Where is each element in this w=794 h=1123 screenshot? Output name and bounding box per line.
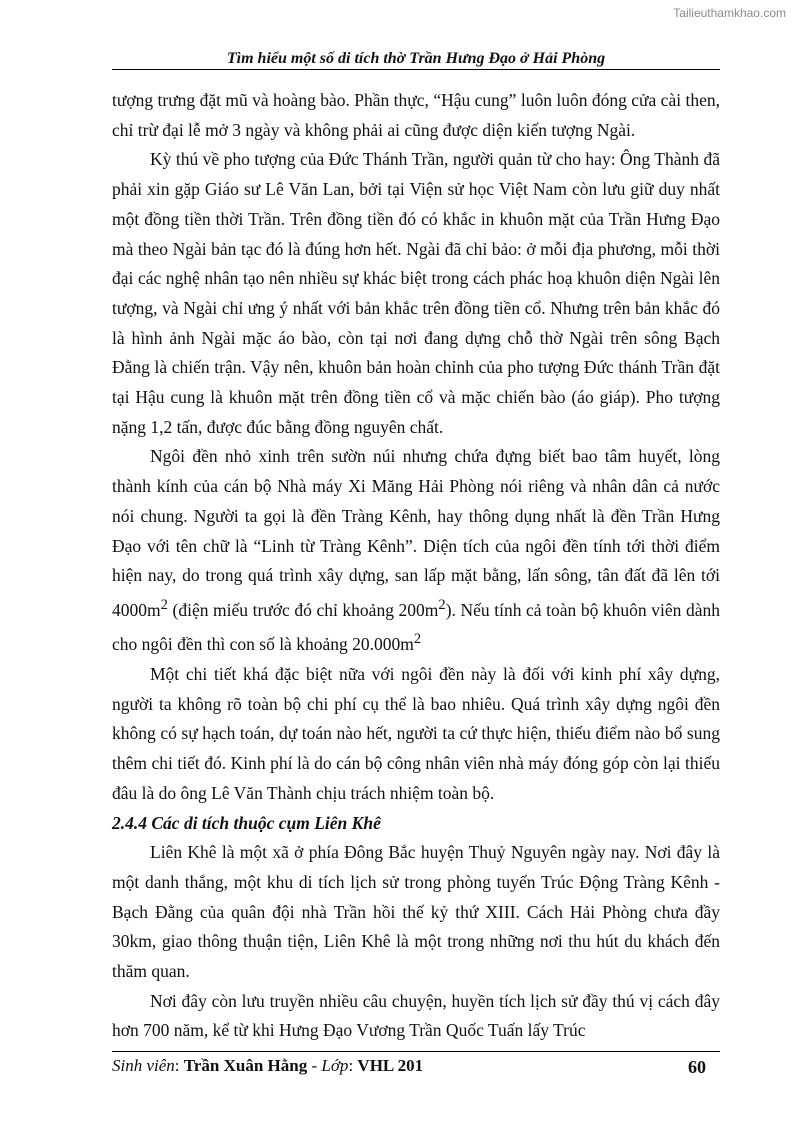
colon: : xyxy=(348,1056,358,1075)
colon: : xyxy=(174,1056,184,1075)
superscript-1: 2 xyxy=(160,596,168,613)
superscript-3: 2 xyxy=(413,631,422,648)
paragraph-1: tượng trưng đặt mũ và hoàng bào. Phần thực, “Hậu cung” luôn luôn đóng cửa cài then, chỉ trừ đại lễ mở 3 ngày và không phải ai cũng được diện kiến tượng Ngài. xyxy=(112,90,720,140)
document-body xyxy=(112,86,720,1046)
watermark: Tailieuthamkhao.com xyxy=(673,6,786,20)
paragraph-5: Liên Khê là một xã ở phía Đông Bắc huyện Thuỷ Nguyên ngày nay. Nơi đây là một danh thắng, một khu di tích lịch sử trong phòng tuyến Trúc Động Tràng Kênh - Bạch Đằng của quân đội nhà Trần hồi thế kỷ thứ XIII. Cách Hải Phòng chưa đầy 30km, giao thông thuận tiện, Liên Khê là một trong những nơi thu hút du khách đến thăm quan. xyxy=(112,842,720,982)
page-footer xyxy=(112,1056,720,1076)
paragraph-3 xyxy=(112,442,720,660)
class-label: Lớp xyxy=(321,1056,349,1075)
paragraph-3-text-c: ). Nếu tính cả toàn bộ khuôn viên dành cho ngôi đền thì con số là khoảng 20.000m xyxy=(112,599,720,655)
paragraph-6: Nơi đây còn lưu truyền nhiều câu chuyện, huyền tích lịch sử đầy thú vị cách đây hơn 700 năm, kể từ khi Hưng Đạo Vương Trần Quốc Tuấn lấy Trúc xyxy=(112,990,720,1041)
superscript-2: 2 xyxy=(438,596,446,613)
paragraph-3-text-a: Ngôi đền nhỏ xinh trên sườn núi nhưng chứa đựng biết bao tâm huyết, lòng thành kính của cán bộ Nhà máy Xi Măng Hải Phòng nói riêng và nhân dân cả nước nói chung. Người ta gọi là đền Tràng Kênh, hay thông dụng nhất là đền Trần Hưng Đạo với tên chữ là “Linh từ Tràng Kênh”. Diện tích của ngôi đền tính tới thời điểm hiện nay, do trong quá trình xây dựng, san lấp mặt bằng, lấn sông, tân đất đã lên tới 4000m xyxy=(112,446,720,620)
header-divider xyxy=(112,69,720,70)
footer-divider xyxy=(112,1051,720,1052)
section-heading: 2.4.4 Các di tích thuộc cụm Liên Khê xyxy=(112,812,381,833)
footer-separator: - xyxy=(307,1056,322,1075)
paragraph-2: Kỳ thú về pho tượng của Đức Thánh Trần, người quản từ cho hay: Ông Thành đã phải xin gặp Giáo sư Lê Văn Lan, bởi tại Viện sử học Việt Nam còn lưu giữ duy nhất một đồng tiền thời Trần. Trên đồng tiền đó có khắc in khuôn mặt của Trần Hưng Đạo mà theo Ngài bản tạc đó là đúng hơn hết. Ngài đã chỉ bảo: ở mỗi địa phương, mỗi thời đại các nghệ nhân tạo nên nhiều sự khác biệt trong cách phác hoạ khuôn diện Ngài lên tượng, và Ngài chỉ ưng ý nhất với bản khắc trên đồng tiền cổ. Nhưng trên bản khắc đó là hình ảnh Ngài mặc áo bào, còn tại nơi đang dựng chỗ thờ Ngài trên sông Bạch Đằng là chiến trận. Vậy nên, khuôn bản hoàn chỉnh của pho tượng Đức thánh Trần đặt tại Hậu cung là khuôn mặt trên đồng tiền cổ và mặc chiến bào (áo giáp). Pho tượng nặng 1,2 tấn, được đúc bằng đồng nguyên chất. xyxy=(112,149,720,437)
class-value: VHL 201 xyxy=(357,1056,424,1075)
paragraph-4: Một chi tiết khá đặc biệt nữa với ngôi đền này là đối với kinh phí xây dựng, người ta không rõ toàn bộ chi phí cụ thể là bao nhiêu. Quá trình xây dựng ngôi đền không có sự hạch toán, dự toán nào hết, người ta cứ thực hiện, thiếu điểm nào bổ sung thêm chi tiết đó. Kinh phí là do cán bộ công nhân viên nhà máy đóng góp còn lại thiếu đâu là do ông Lê Văn Thành chịu trách nhiệm toàn bộ. xyxy=(112,664,720,803)
page-header-title: Tìm hiểu một số di tích thờ Trần Hưng Đạo ở Hải Phòng xyxy=(226,50,606,67)
paragraph-3-text-b: (điện miếu trước đó chỉ khoảng 200m xyxy=(167,599,439,620)
student-name: Trần Xuân Hằng xyxy=(183,1056,308,1075)
student-label: Sinh viên xyxy=(112,1056,175,1075)
page-number: 60 xyxy=(688,1057,706,1077)
